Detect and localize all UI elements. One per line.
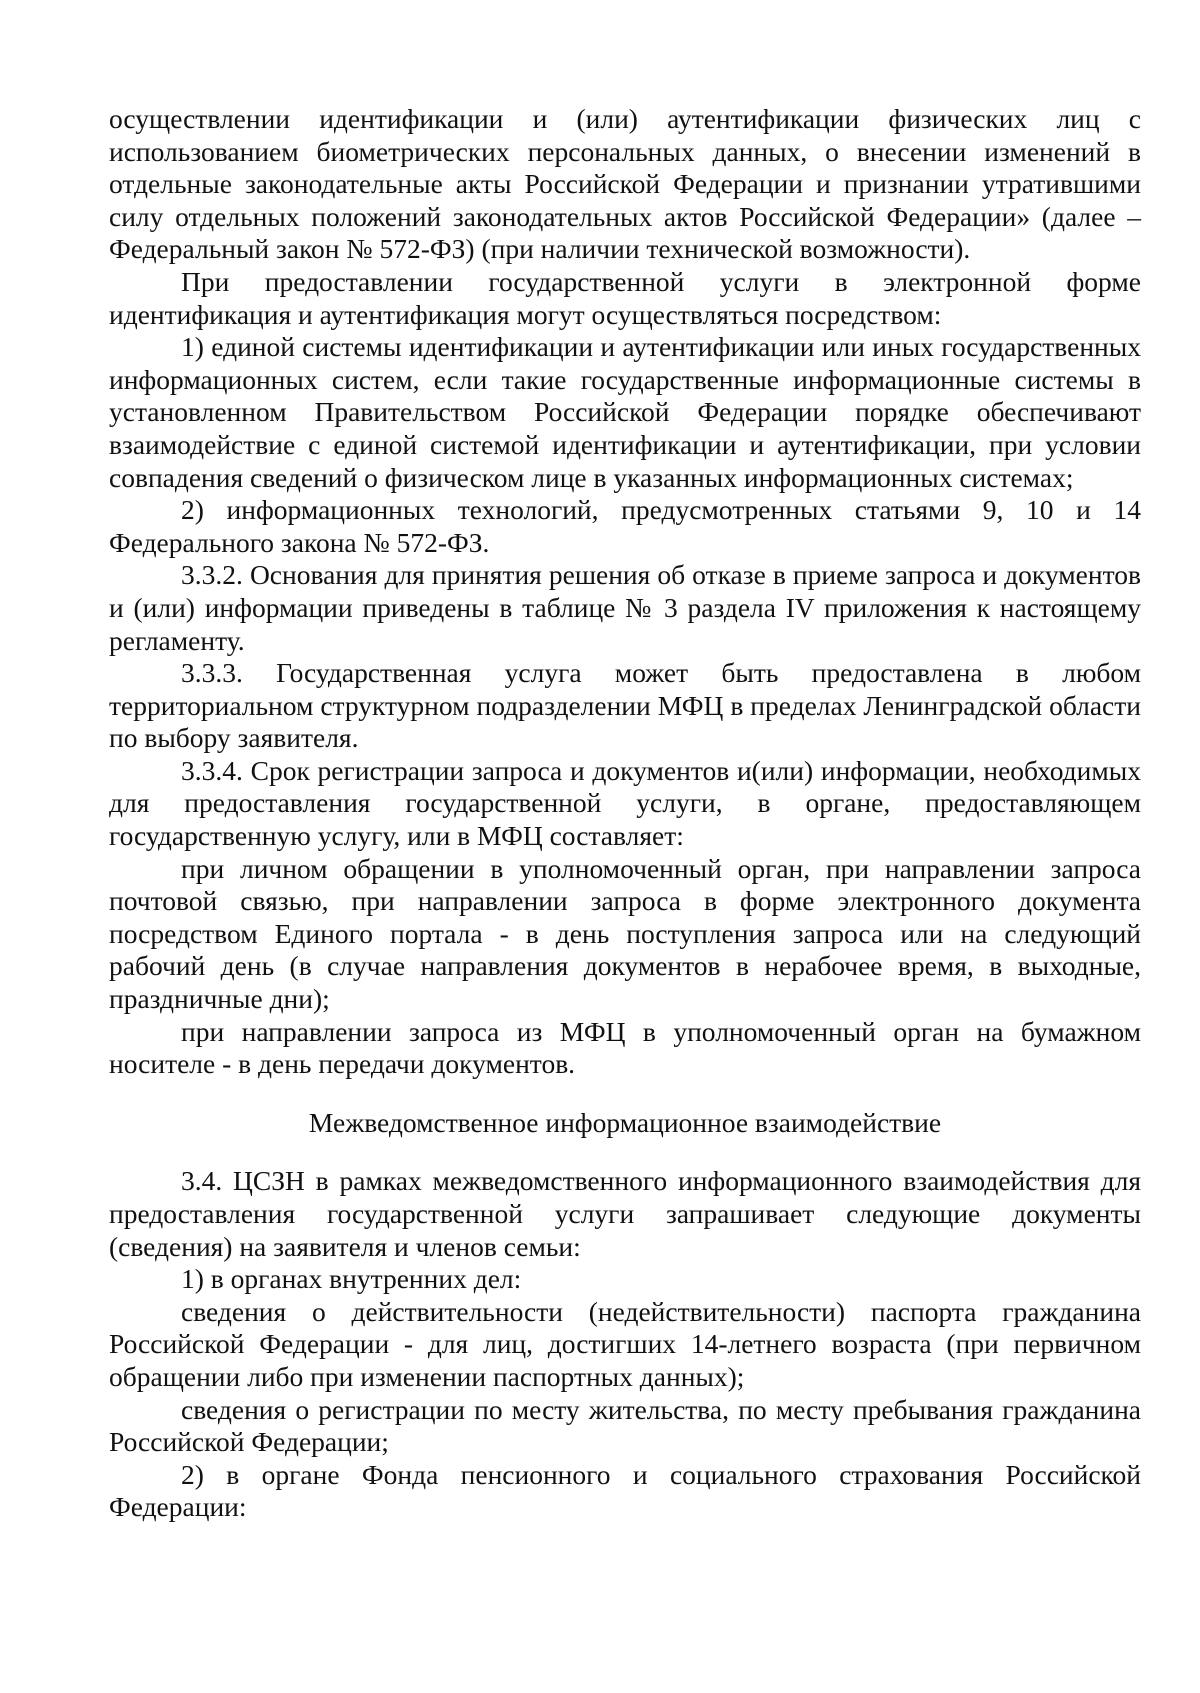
document-body — [109, 103, 1141, 1524]
paragraph-5: 3.3.2. Основания для принятия решения об отказе в приеме запроса и документов и (или) информации приведены в таблице № 3 раздела IV приложения к настоящему регламенту. — [109, 559, 1141, 656]
paragraph-9: при направлении запроса из МФЦ в уполномоченный орган на бумажном носителе - в день передачи документов. — [109, 1015, 1141, 1080]
paragraph-8: при личном обращении в уполномоченный орган, при направлении запроса почтовой связью, при направлении запроса в форме электронного документа посредством Единого портала - в день поступления запроса или на следующий рабочий день (в случае направления документов в нерабочее время, в выходные, праздничные дни); — [109, 852, 1141, 1015]
paragraph-13: сведения о регистрации по месту жительства, по месту пребывания гражданина Российской Федерации; — [109, 1393, 1141, 1458]
paragraph-12: сведения о действительности (недействительности) паспорта гражданина Российской Федерации - для лиц, достигших 14-летнего возраста (при первичном обращении либо при изменении паспортных данных); — [109, 1295, 1141, 1392]
paragraph-4: 2) информационных технологий, предусмотренных статьями 9, 10 и 14 Федерального закона № 572-ФЗ. — [109, 494, 1141, 558]
paragraph-14: 2) в органе Фонда пенсионного и социального страхования Российской Федерации: — [109, 1458, 1141, 1523]
paragraph-6: 3.3.3. Государственная услуга может быть предоставлена в любом территориальном структурном подразделении МФЦ в пределах Ленинградской области по выбору заявителя. — [109, 657, 1141, 754]
paragraph-1: осуществлении идентификации и (или) аутентификации физических лиц с использованием биометрических персональных данных, о внесении изменений в отдельные законодательные акты Российской Федерации и признании утратившими силу отдельных положений законодательных актов Российской Федерации» (далее – Федеральный закон № 572-ФЗ) (при наличии технической возможности). — [109, 103, 1141, 265]
paragraph-10: 3.4. ЦСЗН в рамках межведомственного информационного взаимодействия для предоставления государственной услуги запрашивает следующие документы (сведения) на заявителя и членов семьи: — [109, 1165, 1141, 1262]
paragraph-2: При предоставлении государственной услуги в электронной форме идентификация и аутентификация могут осуществляться посредством: — [109, 265, 1141, 330]
paragraph-3: 1) единой системы идентификации и аутентификации или иных государственных информационных систем, если такие государственные информационные системы в установленном Правительством Российской Федерации порядке обеспечивают взаимодействие с единой системой идентификации и аутентификации, при условии совпадения сведений о физическом лице в указанных информационных системах; — [109, 331, 1141, 493]
paragraph-11: 1) в органах внутренних дел: — [181, 1263, 522, 1295]
section-heading: Межведомственное информационное взаимодействие — [308, 1106, 942, 1138]
paragraph-7: 3.3.4. Срок регистрации запроса и документов и(или) информации, необходимых для предоставления государственной услуги, в органе, предоставляющем государственную услугу, или в МФЦ составляет: — [109, 754, 1141, 852]
